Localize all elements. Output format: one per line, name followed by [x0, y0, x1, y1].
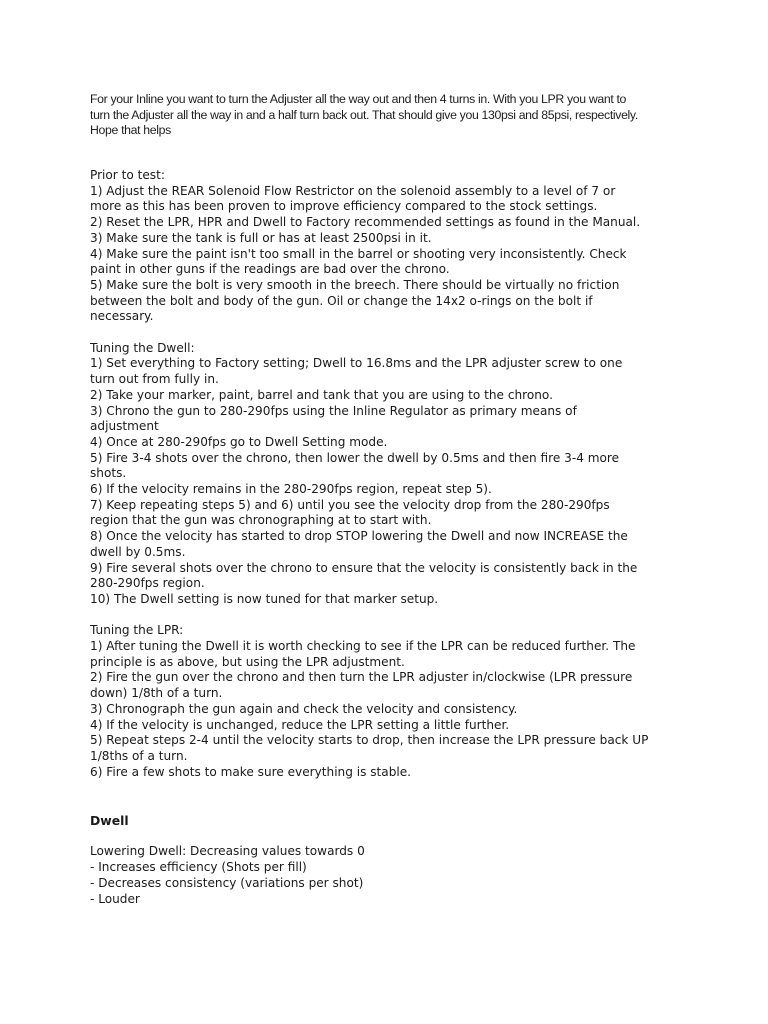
- text-line: - Decreases consistency (variations per shot): [90, 875, 364, 890]
- section-heading: Tuning the Dwell:: [90, 340, 195, 355]
- section-heading: Prior to test:: [90, 168, 165, 182]
- text-line: 5) Make sure the bolt is very smooth in the breech. There should be virtually no friction: [90, 277, 620, 292]
- text-line: 6) Fire a few shots to make sure everything is stable.: [90, 764, 412, 779]
- text-line: - Increases efficiency (Shots per fill): [90, 860, 307, 875]
- text-line: 6) If the velocity remains in the 280-290fps region, repeat step 5).: [90, 482, 492, 497]
- text-line: 3) Chronograph the gun again and check the velocity and consistency.: [90, 701, 518, 716]
- text-line: 1/8ths of a turn.: [90, 748, 188, 763]
- text-line: 4) If the velocity is unchanged, reduce the LPR setting a little further.: [90, 717, 510, 732]
- text-line: 1) Set everything to Factory setting; Dwell to 16.8ms and the LPR adjuster screw to one: [90, 356, 623, 371]
- text-line: 4) Once at 280-290fps go to Dwell Setting mode.: [90, 434, 388, 449]
- text-line: 7) Keep repeating steps 5) and 6) until you see the velocity drop from the 280-290fps: [90, 497, 610, 512]
- text-line: 3) Chrono the gun to 280-290fps using the Inline Regulator as primary means of: [90, 403, 577, 418]
- text-line: 280-290fps region.: [90, 576, 205, 591]
- text-line: 5) Fire 3-4 shots over the chrono, then lower the dwell by 0.5ms and then fire 3-4 more: [90, 450, 620, 465]
- intro-paragraph: [90, 92, 690, 139]
- text-line: 3) Make sure the tank is full or has at least 2500psi in it.: [90, 230, 432, 245]
- tuning-lpr-section: [90, 623, 690, 780]
- text-line: 2) Take your marker, paint, barrel and tank that you are using to the chrono.: [90, 387, 553, 402]
- document-body: [90, 168, 690, 923]
- text-line: 1) After tuning the Dwell it is worth checking to see if the LPR can be reduced further. The: [90, 639, 636, 654]
- text-line: 10) The Dwell setting is now tuned for that marker setup.: [90, 591, 439, 606]
- text-line: 2) Reset the LPR, HPR and Dwell to Factory recommended settings as found in the Manual.: [90, 215, 641, 230]
- text-line: 2) Fire the gun over the chrono and then turn the LPR adjuster in/clockwise (LPR pressure: [90, 670, 633, 685]
- dwell-section: [90, 844, 690, 907]
- section-heading: Tuning the LPR:: [90, 623, 184, 638]
- text-line: 4) Make sure the paint isn't too small in the barrel or shooting very inconsistently. Check: [90, 246, 627, 261]
- text-line: 9) Fire several shots over the chrono to ensure that the velocity is consistently back in the: [90, 560, 638, 575]
- text-line: 5) Repeat steps 2-4 until the velocity starts to drop, then increase the LPR pressure back UP: [90, 733, 649, 748]
- text-line: adjustment: [90, 419, 159, 434]
- text-line: Lowering Dwell: Decreasing values towards 0: [90, 844, 365, 859]
- intro-line: turn the Adjuster all the way in and a half turn back out. That should give you 130psi and 85psi, respectively.: [90, 107, 638, 122]
- text-line: 1) Adjust the REAR Solenoid Flow Restrictor on the solenoid assembly to a level of 7 or: [90, 183, 616, 198]
- text-line: turn out from fully in.: [90, 372, 219, 387]
- text-line: shots.: [90, 466, 127, 481]
- text-line: principle is as above, but using the LPR adjustment.: [90, 654, 405, 669]
- text-line: region that the gun was chronographing at to start with.: [90, 513, 432, 528]
- text-line: between the bolt and body of the gun. Oil or change the 14x2 o-rings on the bolt if: [90, 293, 593, 308]
- prior-to-test-section: [90, 168, 690, 325]
- text-line: necessary.: [90, 309, 154, 324]
- tuning-dwell-section: [90, 341, 690, 608]
- intro-line: For your Inline you want to turn the Adjuster all the way out and then 4 turns in. With you LPR you want to: [90, 92, 627, 106]
- text-line: more as this has been proven to improve efficiency compared to the stock settings.: [90, 199, 598, 214]
- text-line: 8) Once the velocity has started to drop STOP lowering the Dwell and now INCREASE the: [90, 529, 628, 544]
- text-line: - Louder: [90, 891, 140, 906]
- text-line: dwell by 0.5ms.: [90, 544, 186, 559]
- text-line: down) 1/8th of a turn.: [90, 686, 223, 701]
- dwell-heading: Dwell: [90, 813, 129, 829]
- text-line: paint in other guns if the readings are bad over the chrono.: [90, 262, 450, 277]
- intro-line: Hope that helps: [90, 123, 171, 137]
